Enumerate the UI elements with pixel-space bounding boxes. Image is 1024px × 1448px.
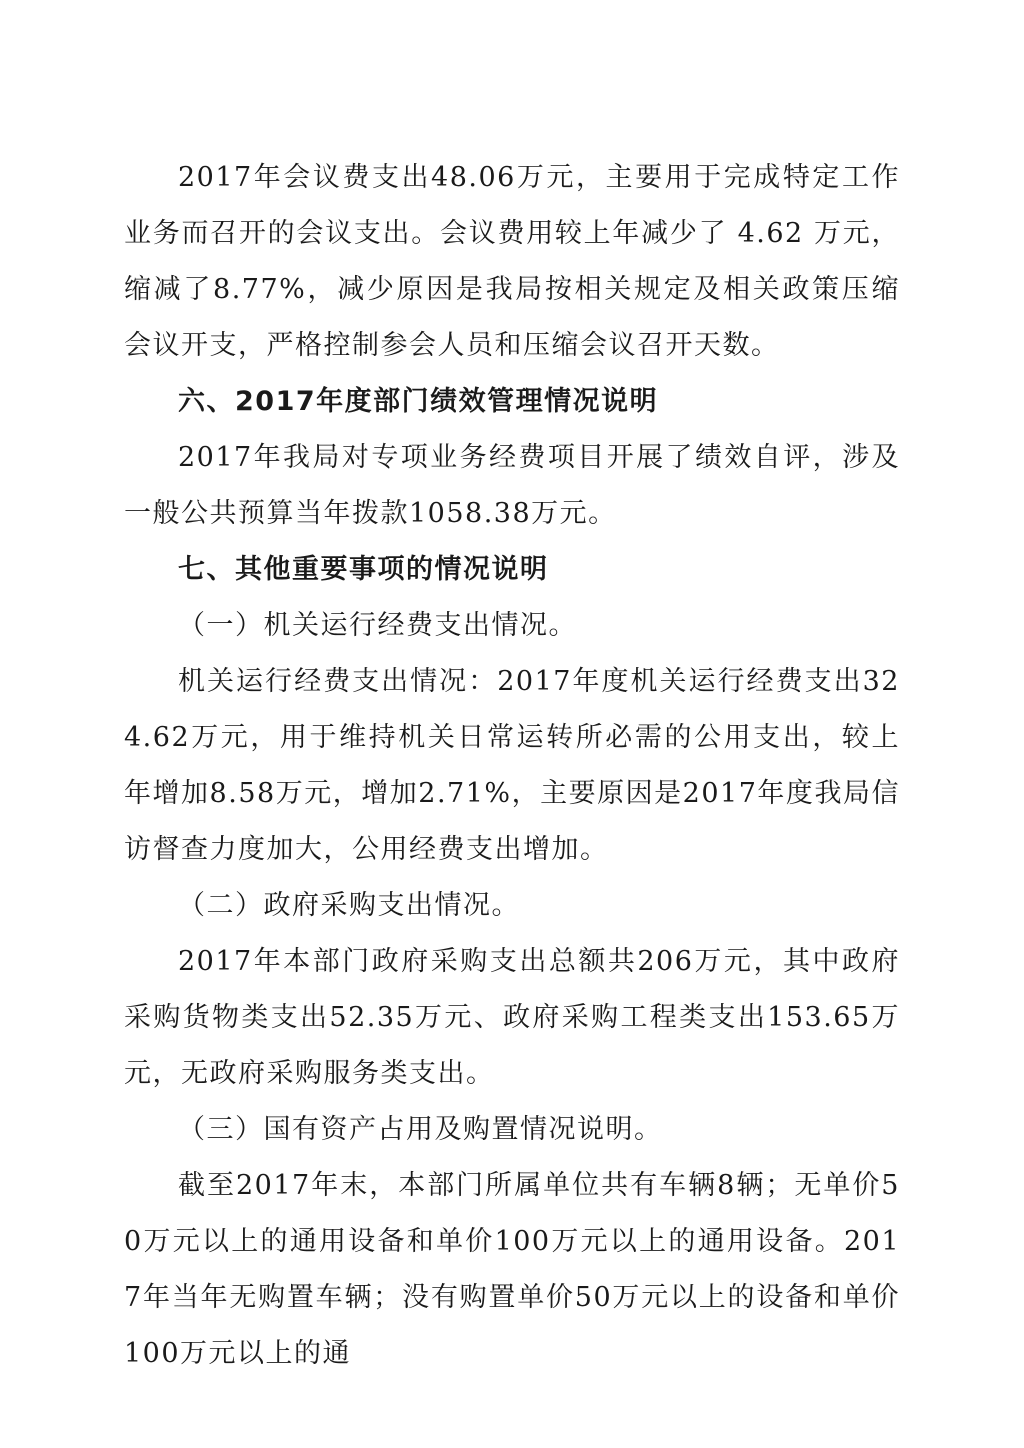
section-heading-other-matters: 七、其他重要事项的情况说明	[178, 554, 549, 585]
section-heading-performance: 六、2017年度部门绩效管理情况说明	[178, 386, 659, 417]
subheading-procurement: （二）政府采购支出情况。	[178, 890, 520, 921]
paragraph-assets: 截至2017年末，本部门所属单位共有车辆8辆；无单价50万元以上的通用设备和单价100万元以上的通用设备。2017年当年无购置车辆；没有购置单价50万元以上的设备和单价100万元以上的通	[124, 1170, 900, 1369]
paragraph-procurement: 2017年本部门政府采购支出总额共206万元，其中政府采购货物类支出52.35万元、政府采购工程类支出153.65万元，无政府采购服务类支出。	[124, 946, 900, 1089]
paragraph-meeting-expense: 2017年会议费支出48.06万元，主要用于完成特定工作业务而召开的会议支出。会议费用较上年减少了 4.62 万元，缩减了8.77%，减少原因是我局按相关规定及相关政策压缩会议开支，严格控制参会人员和压缩会议召开天数。	[124, 162, 900, 361]
paragraph-operating-expense: 机关运行经费支出情况：2017年度机关运行经费支出324.62万元，用于维持机关日常运转所必需的公用支出，较上年增加8.58万元，增加2.71%，主要原因是2017年度我局信访督查力度加大，公用经费支出增加。	[124, 666, 900, 865]
paragraph-performance: 2017年我局对专项业务经费项目开展了绩效自评，涉及一般公共预算当年拨款1058.38万元。	[124, 442, 900, 529]
subheading-operating-expense: （一）机关运行经费支出情况。	[178, 610, 577, 641]
document-body	[124, 150, 900, 1382]
subheading-assets: （三）国有资产占用及购置情况说明。	[178, 1114, 663, 1145]
